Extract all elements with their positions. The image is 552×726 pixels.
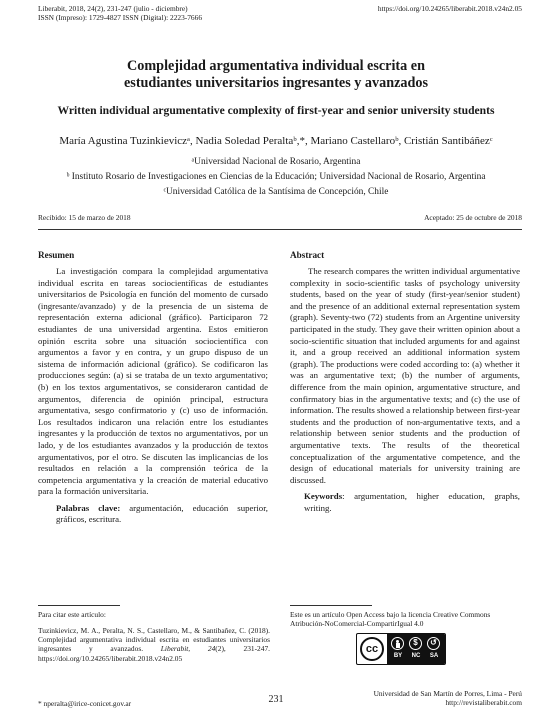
abstract-text: The research compares the written individual argumentative complexity in socio-scientific tasks of psychology university students, based on the year of study (first-year/senior student) and the presence of an additional external representation system (graph). Seventy-two (72) students from an Argentine university participated in the study. They gave their written opinion about a socio-scientific situation that included arguments for and against it, and a group received an additional information system (graph). The productions were coded according to: (a) whether it was an argumentative text; (b) the number of arguments, difference from the main opinion, argumentative structure, and confirmatory bias in the argumentative texts; and (c) the use of information. The results showed a relationship between first-year students and the production of non-argumentative texts, and a relationship between senior students and the production of argumentative texts. The results of the theoretical conceptualization of the argumentative competence, and the design of educational materials for university training are discussed. [290,266,520,485]
by-person-icon [391,637,404,650]
license-line1: Este es un artículo Open Access bajo la licencia Creative Commons [290,610,491,619]
affiliation-a: ᵃUniversidad Nacional de Rosario, Argentina [191,157,361,167]
corresponding-email[interactable]: * nperalta@irice-conicet.gov.ar [38,699,132,708]
cite-label: Para citar este artículo: [38,610,106,619]
keywords-text-en: : argumentation, higher education, graphs, writing. [304,491,520,513]
keywords-label-es: Palabras clave: [56,502,121,513]
footer-university: Universidad de San Martín de Porres, Lima - Perú [373,689,522,698]
header-doi-link[interactable]: https://doi.org/10.24265/liberabit.2018.v24n2.05 [377,4,522,13]
title-es-line1: Complejidad argumentativa individual escrita en [127,58,425,74]
header-divider [38,229,522,230]
accepted-date: Aceptado: 25 de octubre de 2018 [424,213,522,222]
footer-url[interactable]: http://revistaliberabit.com [445,698,522,708]
citation-issue: (2), 231-247. [215,644,270,654]
citation-journal: Liberabit, 24 [160,644,216,654]
cc-by-label: BY [393,653,403,659]
abstract-body [290,266,520,514]
affiliation-b: ᵇ Instituto Rosario de Investigaciones en Ciencias de la Educación; Universidad Nacional de Rosario, Argentina [66,172,486,182]
abstract-keywords [290,491,520,514]
affiliation-c: ᶜUniversidad Católica de la Santísima de Concepción, Chile [163,187,389,197]
license-text [290,610,490,628]
issn-line: ISSN (Impreso): 1729-4827 ISSN (Digital): 2223-7666 [38,13,203,23]
affiliations [0,155,552,200]
title-english: Written individual argumentative complexity of first-year and senior university students [57,104,495,117]
abstract-heading: Abstract [290,250,325,260]
citation [38,626,270,663]
citation-text: Tuzinkievicz, M. A., Peralta, N. S., Castellaro, M., & Santibañez, C. (2018). Complejidad argumentativa individual escrita en estudiantes universitarios ingresantes y avanzados. [38,626,270,654]
nc-dollar-icon: $ [409,637,422,650]
license-rule [290,605,372,606]
resumen-heading: Resumen [38,250,75,260]
footer-right [374,689,522,707]
cc-sa-label: SA [429,653,439,659]
keywords-label-en: Keywords [304,491,343,502]
cc-terms-panel [387,634,445,664]
page-number: 231 [268,694,284,705]
authors: María Agustina Tuzinkieviczᵃ, Nadia Soledad Peraltaᵇ,*, Mariano Castellaroᵇ, Cristián Santibáñezᶜ [59,135,493,147]
cite-rule [38,605,120,606]
cc-license-badge[interactable] [356,633,446,665]
title-es-line2: estudiantes universitarios ingresantes y avanzados [124,75,428,91]
cc-nc-label: NC [411,653,421,659]
resumen-body [38,266,268,526]
resumen-text: La investigación compara la complejidad argumentativa individual escrita en tareas sociocientíficas de estudiantes universitarios de Psicología en función del momento de cursado (ingresante/avanzado) y de la presencia de un sistema de representación externa adicional (gráfico). Participaron 72 estudiantes de una universidad argentina. Estos emitieron opinión escrita sobre una situación sociocientífica con argumentos a favor y en contra, y un grupo dispuso de un sistema de información adicional (gráfico). Se codificaron las producciones según: (a) si se trataba de un texto argumentativo; (b) en los textos argumentativos, se consideraron cantidad de argumentos, diferencia de opinión principal, estructura argumentativa, sesgo confirmatorio y (c) uso de información. Los resultados indicaron una relación entre los estudiantes ingresantes y la producción de textos no argumentativos, por un lado, y de los estudiantes avanzados y la producción de textos argumentativos, por el otro. Se discuten las implicancias de los resultados en relación a la comprensión teórica de la competencia argumentativa y la creación de material educativo para la formación universitaria. [38,266,268,497]
sa-share-icon: ↺ [427,637,440,650]
journal-line: Liberabit, 2018, 24(2), 231-247 (julio - diciembre) [38,4,188,13]
received-date: Recibido: 15 de marzo de 2018 [38,213,131,222]
title-spanish [0,58,552,92]
cc-logo-icon: cc [360,637,384,661]
resumen-keywords [38,503,268,526]
keywords-text-es: argumentación, educación superior, gráficos, escritura. [56,502,268,525]
license-line2: Atribución-NoComercial-CompartirIgual 4.0 [290,619,424,629]
citation-doi[interactable]: https://doi.org/10.24265/liberabit.2018.v24n2.05 [38,653,183,663]
journal-header [38,4,202,23]
